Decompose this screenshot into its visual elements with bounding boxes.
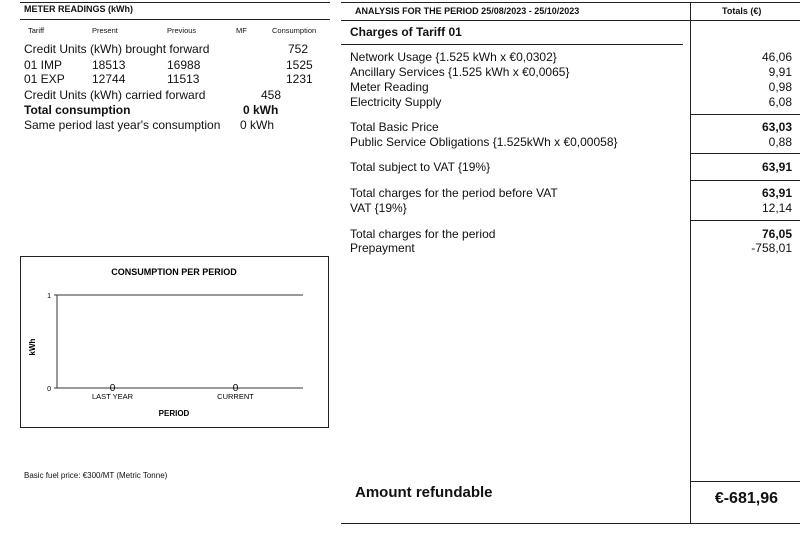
header-present: Present (92, 26, 118, 35)
charge-value: 63,91 (761, 186, 792, 200)
charge-label: VAT {19%} (350, 201, 407, 215)
charge-value: 12,14 (761, 201, 792, 215)
charge-value: 63,03 (761, 120, 792, 134)
total-consumption-label: Total consumption (24, 103, 131, 117)
totals-header: Totals (€) (722, 6, 762, 16)
charge-value: 63,91 (761, 160, 792, 174)
header-previous: Previous (167, 26, 197, 35)
chart-data-label: 0 (109, 383, 116, 394)
brought-forward-label: Credit Units (kWh) brought forward (24, 42, 210, 56)
row-present: 12744 (92, 72, 126, 86)
analysis-title: ANALYSIS FOR THE PERIOD 25/08/2023 - 25/10/2023 (355, 6, 580, 16)
carried-forward-label: Credit Units (kWh) carried forward (24, 88, 206, 102)
row-present: 18513 (92, 58, 126, 72)
row-tariff: 01 EXP (24, 72, 65, 86)
charge-value: 0,88 (768, 135, 792, 149)
charge-label: Electricity Supply (350, 95, 442, 109)
consumption-chart (20, 256, 329, 428)
charge-label: Network Usage {1.525 kWh x €0,0302} (350, 50, 557, 64)
charge-value: 6,08 (768, 95, 792, 109)
charge-label: Meter Reading (350, 80, 429, 94)
chart-category-label: LAST YEAR (92, 392, 133, 401)
charge-label: Public Service Obligations {1.525kWh x €0,00058} (350, 135, 618, 149)
chart-title: CONSUMPTION PER PERIOD (111, 267, 237, 277)
charge-label: Ancillary Services {1.525 kWh x €0,0065} (350, 65, 570, 79)
header-mf: MF (236, 26, 247, 35)
tariff-heading: Charges of Tariff 01 (350, 25, 462, 39)
carried-forward-value: 458 (261, 88, 282, 102)
chart-y-tick-label: 0 (47, 386, 51, 393)
meter-readings-title: METER READINGS (kWh) (24, 4, 133, 14)
charge-label: Total charges for the period (350, 227, 496, 241)
chart-y-tick-label: 1 (47, 293, 51, 300)
charge-value: 46,06 (761, 50, 792, 64)
charge-label: Total charges for the period before VAT (350, 186, 558, 200)
charge-value: 76,05 (761, 227, 792, 241)
row-consumption: 1525 (286, 58, 313, 72)
row-consumption: 1231 (286, 72, 313, 86)
row-tariff: 01 IMP (24, 58, 63, 72)
amount-refundable-value: €-681,96 (714, 490, 778, 507)
row-previous: 16988 (167, 58, 201, 72)
chart-data-label: 0 (232, 383, 239, 394)
last-year-consumption-value: 0 kWh (240, 118, 275, 132)
charge-label: Total subject to VAT {19%} (350, 160, 491, 174)
consumption-chart-svg (21, 257, 328, 427)
brought-forward-value: 752 (288, 42, 309, 56)
amount-refundable-label: Amount refundable (355, 484, 493, 501)
charge-value: 9,91 (768, 65, 792, 79)
basic-fuel-price: Basic fuel price: €300/MT (Metric Tonne) (24, 471, 168, 480)
total-consumption-value: 0 kWh (243, 103, 279, 117)
charge-value: -758,01 (751, 241, 792, 255)
row-previous: 11513 (167, 72, 200, 86)
header-tariff: Tariff (28, 26, 45, 35)
charge-value: 0,98 (768, 80, 792, 94)
header-consumption: Consumption (272, 26, 317, 35)
charge-label: Total Basic Price (350, 120, 439, 134)
last-year-consumption-label: Same period last year's consumption (24, 118, 221, 132)
chart-x-axis-label: PERIOD (158, 409, 190, 418)
charge-label: Prepayment (350, 241, 415, 255)
chart-category-label: CURRENT (217, 392, 254, 401)
chart-y-axis-label: kWh (28, 338, 37, 356)
